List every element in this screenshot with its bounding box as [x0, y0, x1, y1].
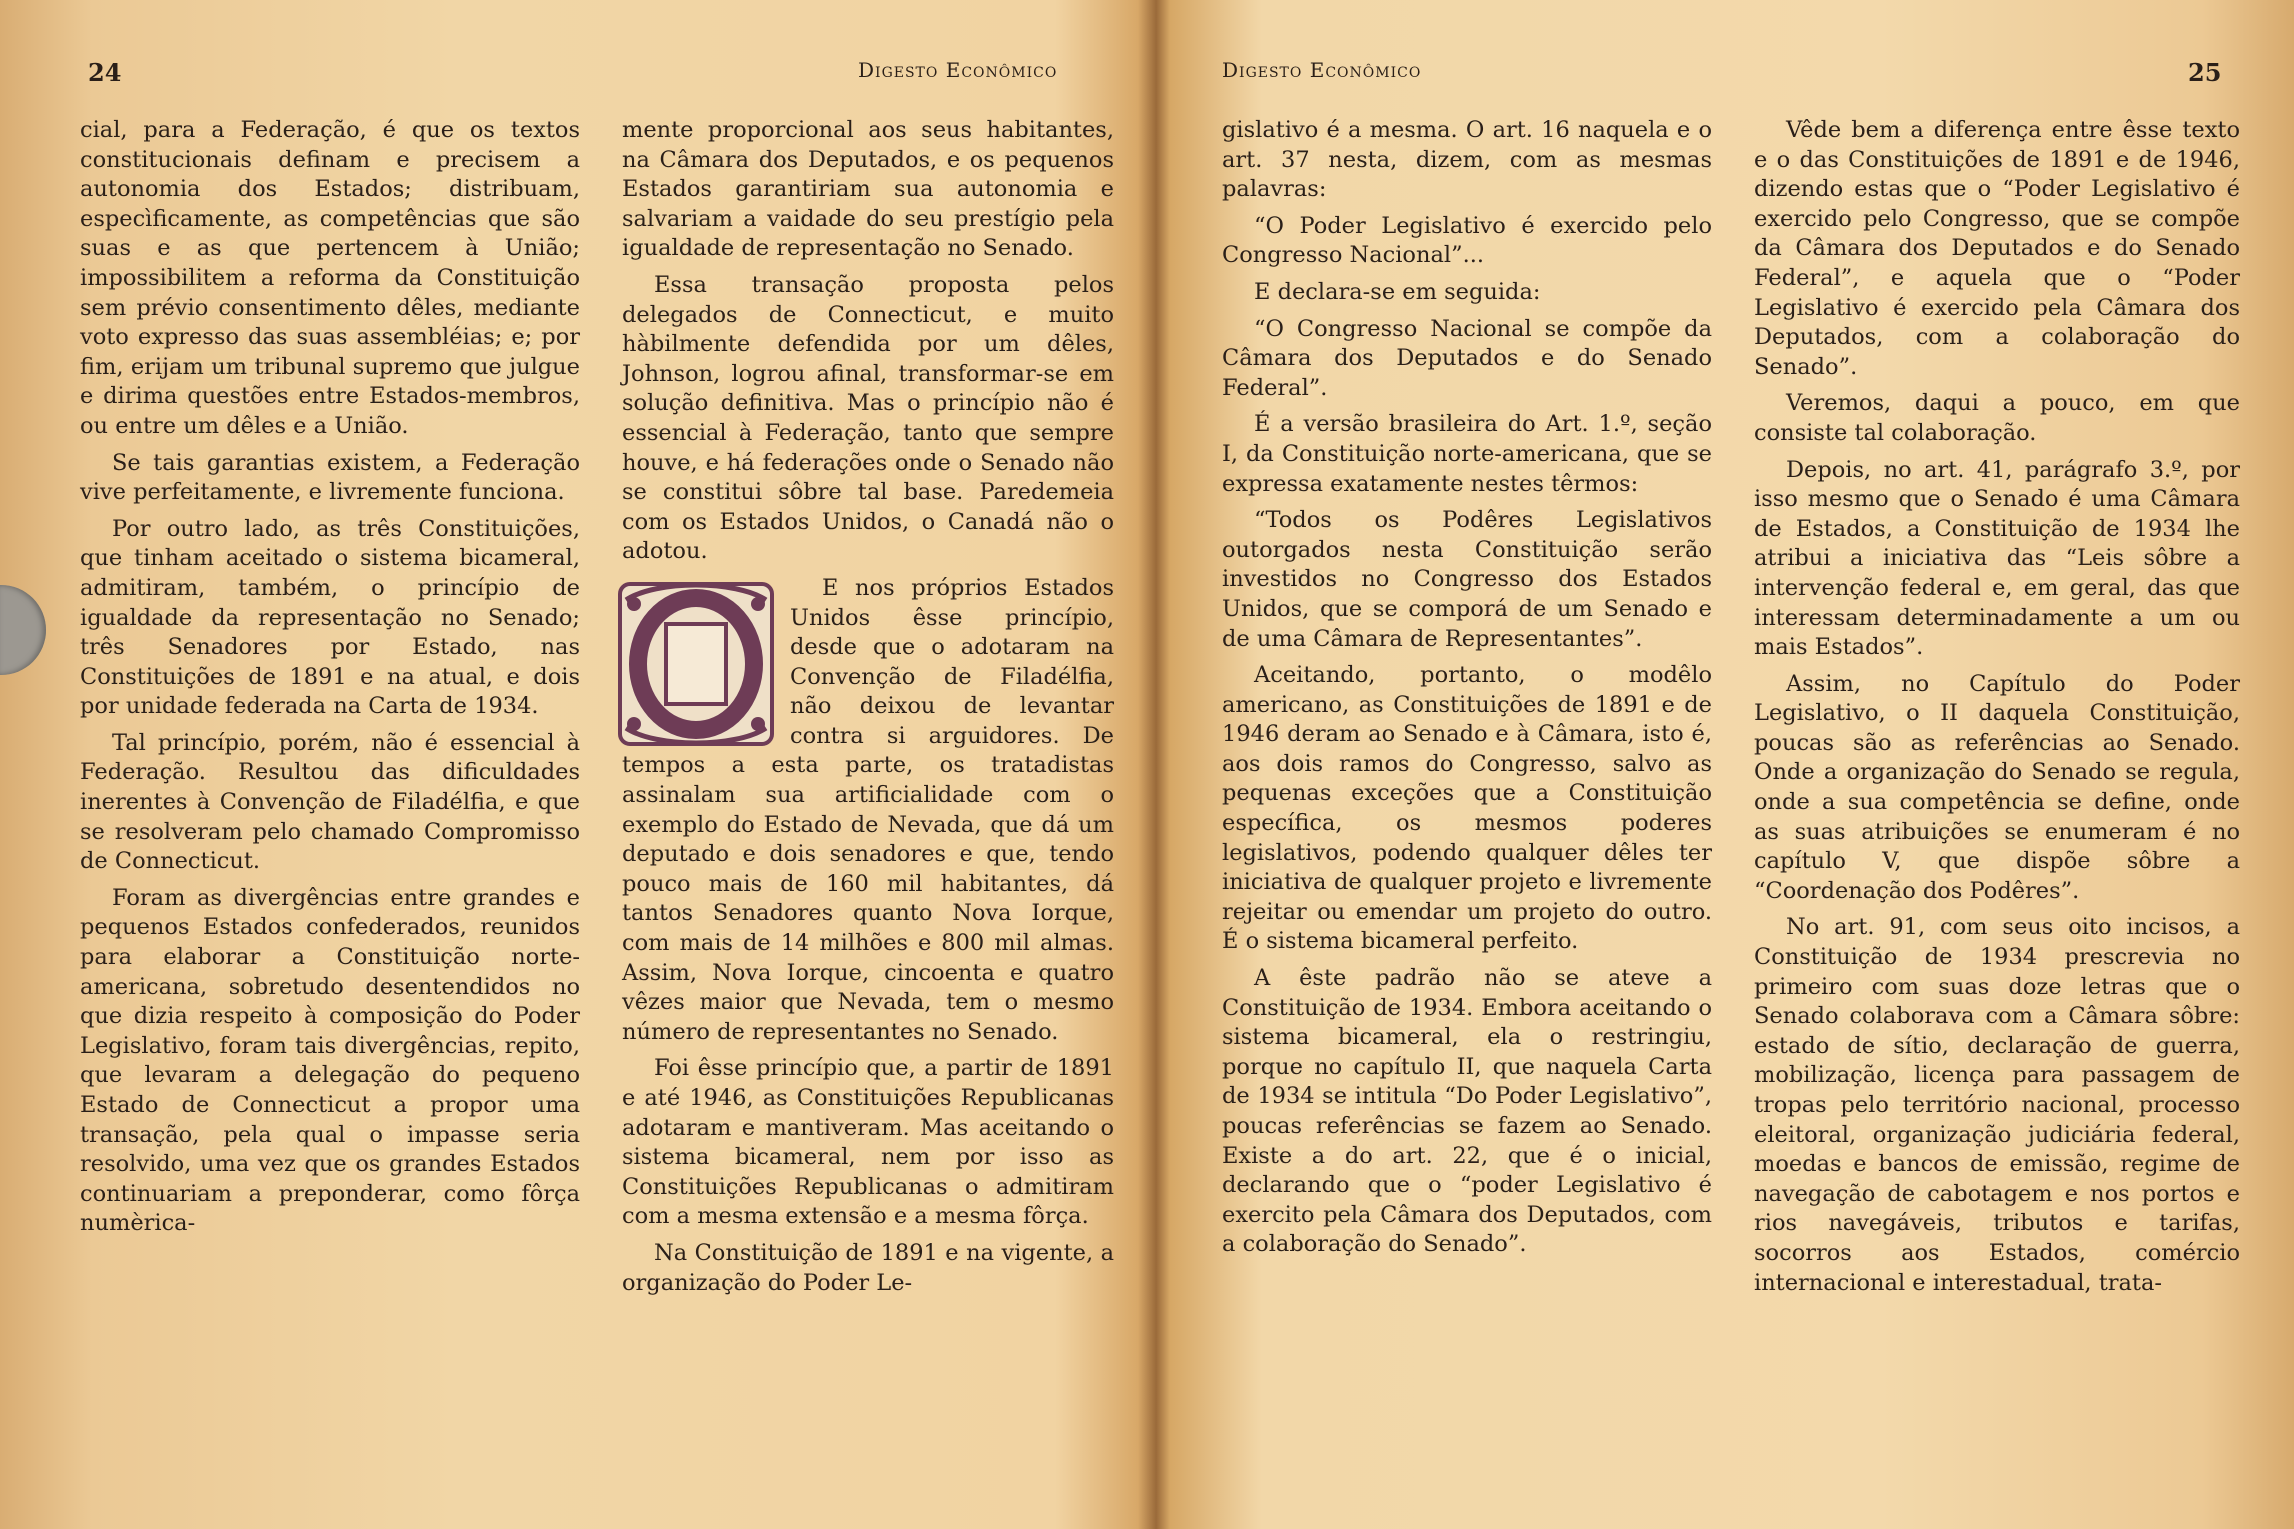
paragraph: Tal princípio, porém, não é essencial à Federação. Resultou das dificuldades inerentes à Convenção de Filadélfia, e que se resolveram pelo chamado Compromisso de Connecticut.	[80, 729, 580, 875]
right-column-1	[1222, 116, 1712, 1267]
paragraph: “Todos os Podêres Legislativos outorgados nesta Constituição serão investidos no Congresso dos Estados Unidos, que se comporá de um Senado e de uma Câmara de Representantes”.	[1222, 507, 1712, 652]
paragraph: E declara-se em seguida:	[1254, 278, 1541, 305]
paragraph: A êste padrão não se ateve a Constituição de 1934. Embora aceitando o sistema bicameral, ela o restringiu, porque no capítulo II, que naquela Carta de 1934 se intitula “Do Poder Legislativo”, poucas referências se fazem ao Senado. Existe a do art. 22, que é o inicial, declarando que o “poder Legislativo é exercito pela Câmara dos Deputados, com a colaboração do Senado”.	[1222, 965, 1712, 1258]
paragraph: Na Constituição de 1891 e na vigente, a organização do Poder Le-	[622, 1239, 1114, 1296]
ornamental-initial-o	[616, 580, 776, 748]
paragraph: No art. 91, com seus oito incisos, a Constituição de 1934 prescrevia no primeiro com suas doze letras que o Senado colaborava com a Câmara sôbre: estado de sítio, declaração de guerra, mobilização, licença para passagem de tropas pelo território nacional, processo eleitoral, organização judiciária federal, moedas e bancos de emissão, regime de navegação de cabotagem e nos portos e rios navegáveis, tributos e tarifas, socorros aos Estados, comércio internacional e interestadual, trata-	[1754, 914, 2240, 1296]
paragraph: É a versão brasileira do Art. 1.º, seção I, da Constituição norte-americana, que se expressa exatamente nestes têrmos:	[1222, 411, 1712, 497]
paragraph: Essa transação proposta pelos delegados de Connecticut, e muito hàbilmente defendida por um dêles, Johnson, logrou afinal, transformar-se em solução definitiva. Mas o princípio não é essencial à Federação, tanto que sempre houve, e há federações onde o Senado não se constitui sôbre tal base. Paredemeia com os Estados Unidos, o Canadá não o adotou.	[622, 271, 1114, 565]
right-column-2	[1754, 116, 2240, 1305]
paragraph: Vêde bem a diferença entre êsse texto e o das Constituições de 1891 e de 1946, dizendo estas que o “Poder Legislativo é exercido pelo Congresso, que se compõe da Câmara dos Deputados e do Senado Federal”, e aquela que o “Poder Legislativo é exercido pela Câmara dos Deputados, com a colaboração do Senado”.	[1754, 117, 2240, 380]
paragraph: Aceitando, portanto, o modêlo americano, as Constituições de 1891 e de 1946 deram ao Senado e à Câmara, isto é, aos dois ramos do Congresso, salvo as pequenas exceções que a Constituição específica, os mesmos poderes legislativos, podendo qualquer dêles ter iniciativa de qualquer projeto e livremente rejeitar ou emendar um projeto do outro. É o sistema bicameral perfeito.	[1222, 662, 1712, 955]
paragraph: Depois, no art. 41, parágrafo 3.º, por isso mesmo que o Senado é uma Câmara de Estados, a Constituição de 1934 lhe atribui a iniciativa das “Leis sôbre a intervenção federal e, em geral, das que interessam determinadamente a um ou mais Estados”.	[1754, 456, 2240, 661]
paragraph: mente proporcional aos seus habitantes, na Câmara dos Deputados, e os pequenos Estados garantiriam sua autonomia e salvariam a vaidade do seu prestígio pela igualdade de representação no Senado.	[622, 117, 1114, 262]
left-column-2	[622, 116, 1114, 1305]
right-page	[1148, 0, 2294, 1529]
left-column-1	[80, 116, 580, 1246]
running-head: Digesto Econômico	[1222, 58, 1422, 82]
paragraph: gislativo é a mesma. O art. 16 naquela e o art. 37 nesta, dizem, com as mesmas palavras:	[1222, 117, 1712, 203]
running-head: Digesto Econômico	[858, 58, 1058, 82]
paragraph: Por outro lado, as três Constituições, que tinham aceitado o sistema bicameral, admitiram, também, o princípio de igualdade da representação no Senado; três Senadores por Estado, nas Constituições de 1891 e na atual, e dois por unidade federada na Carta de 1934.	[80, 515, 580, 720]
paragraph: cial, para a Federação, é que os textos constitucionais definam e precisem a autonomia dos Estados; distribuam, especìficamente, as competências que são suas e as que pertencem à União; impossibilitem a reforma da Constituição sem prévio consentimento dêles, mediante voto expresso das suas assembléias; e; por fim, erijam um tribunal supremo que julgue e dirima questões entre Estados-membros, ou entre um dêles e a União.	[80, 117, 580, 439]
paragraph: Foram as divergências entre grandes e pequenos Estados confederados, reunidos para elaborar a Constituição norte-americana, sobretudo desentendidos no que dizia respeito à composição do Poder Legislativo, foram tais divergências, repito, que levaram a delegação do pequeno Estado de Connecticut a propor uma transação, pela qual o impasse seria resolvido, uma vez que os grandes Estados continuariam a preponderar, como fôrça numèrica-	[80, 884, 580, 1237]
paragraph: Foi êsse princípio que, a partir de 1891 e até 1946, as Constituições Republicanas adotaram e mantiveram. Mas aceitando o sistema bicameral, nem por isso as Constituições Republicanas o admitiram com a mesma extensão e a mesma fôrça.	[622, 1055, 1114, 1230]
paragraph: “O Poder Legislativo é exercido pelo Congresso Nacional”...	[1222, 212, 1712, 269]
paragraph: Assim, no Capítulo do Poder Legislativo, o II daquela Constituição, poucas são as referências ao Senado. Onde a organização do Senado se regula, onde a sua competência se define, onde as suas atribuições se enumeram é no capítulo V, que dispõe sôbre a “Coordenação dos Podêres”.	[1754, 670, 2240, 904]
page-number: 24	[88, 58, 122, 87]
paragraph: E nos próprios Estados Unidos êsse princípio, desde que o adotaram na Convenção de Filadélfia, não deixou de levantar contra si arguidores. De tempos a esta parte, os tratadistas assinalam sua artificialidade com o exemplo do Estado de Nevada, que dá um deputado e dois senadores e que, tendo pouco mais de 160 mil habitantes, dá tantos Senadores quanto Nova Iorque, com mais de 14 milhões e 800 mil almas. Assim, Nova Iorque, cincoenta e quatro vêzes maior que Nevada, tem o mesmo número de representantes no Senado.	[622, 574, 1114, 1045]
paragraph: Veremos, daqui a pouco, em que consiste tal colaboração.	[1754, 390, 2240, 446]
page-number: 25	[2188, 58, 2222, 87]
left-page	[0, 0, 1146, 1529]
paragraph: “O Congresso Nacional se compõe da Câmara dos Deputados e do Senado Federal”.	[1222, 315, 1712, 401]
paragraph: Se tais garantias existem, a Federação vive perfeitamente, e livremente funciona.	[80, 449, 580, 506]
